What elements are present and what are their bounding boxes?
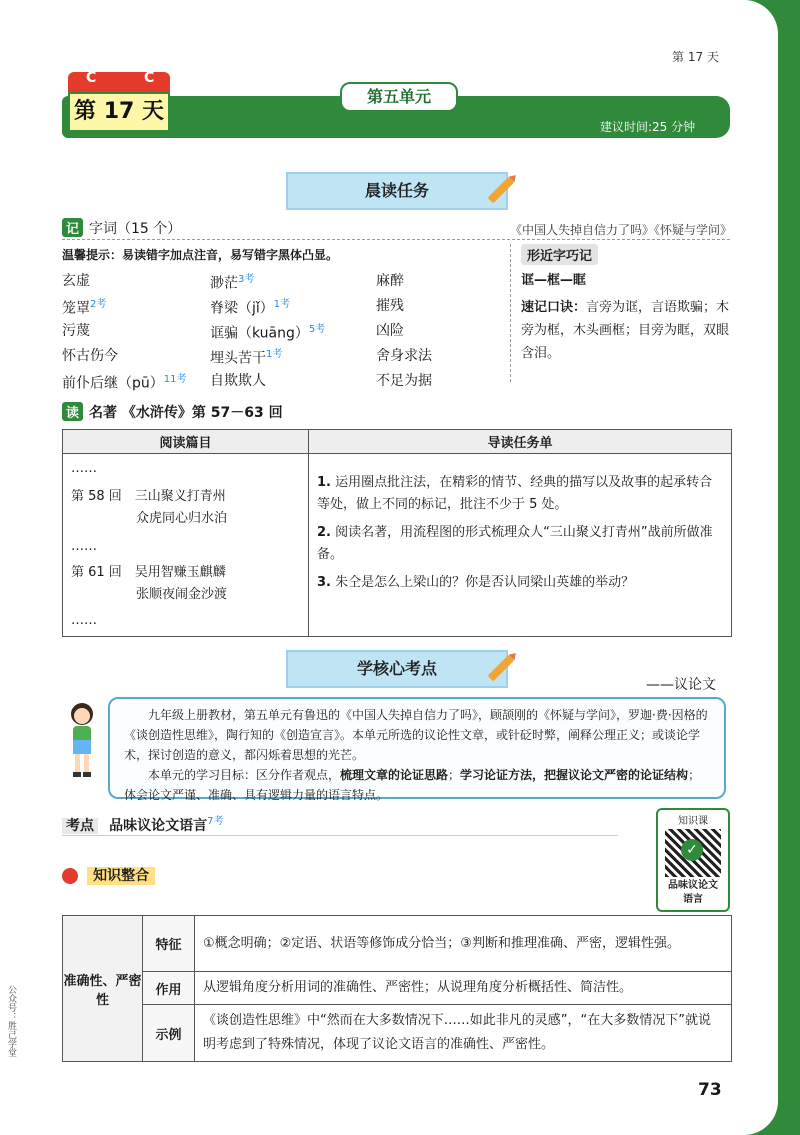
guide-item: 1. 运用圈点批注法，在精彩的情节、经典的描写以及故事的起承转合等处，做上不同的标记，批注不少于 5 处。	[317, 475, 713, 512]
calendar-ring-left: C	[86, 70, 97, 86]
divider	[62, 239, 730, 240]
du-badge: 读	[62, 402, 83, 421]
vocab-word: 脊梁（jǐ）$^{1考}$	[210, 299, 291, 317]
row-label: 特征	[143, 916, 195, 972]
qr-top-label: 知识课	[678, 816, 708, 827]
qr-card[interactable]	[656, 808, 730, 912]
warm-tip: 温馨提示：易读错字加点注音，易写错字黑体凸显。	[62, 248, 339, 262]
vocab-word: 诓骗（kuāng）$^{5考}$	[210, 324, 326, 342]
divider	[62, 835, 618, 836]
row-label: 作用	[143, 972, 195, 1005]
guide-list	[309, 454, 732, 637]
vocab-header	[62, 218, 732, 238]
vocab-word: 怀古伤今	[62, 348, 118, 364]
ji-badge: 记	[62, 218, 83, 237]
summary-table	[62, 915, 732, 1062]
similar-char-tip	[510, 244, 732, 382]
chapter-line: 众虎同心归水泊	[71, 511, 228, 526]
reading-title: 名著 《水浒传》第 57－63 回	[89, 405, 283, 421]
qr-code-icon	[665, 829, 721, 877]
chapter-line: ……	[71, 613, 97, 628]
girl-avatar-icon	[64, 700, 100, 780]
vocab-word: 摧残	[376, 298, 404, 314]
calendar-ring-right: C	[144, 70, 155, 86]
vocab-word: 前仆后继（pū）$^{11考}$	[62, 374, 187, 392]
suggested-time: 建议时间:25 分钟	[600, 120, 696, 134]
vocab-word: 自欺欺人	[210, 373, 266, 389]
vocab-word: 埋头苦干$^{1考}$	[210, 349, 283, 367]
tip-title: 形近字巧记	[521, 244, 598, 265]
guide-item: 3. 朱仝是怎么上梁山的？你是否认同梁山英雄的举动？	[317, 575, 635, 590]
guide-item: 2. 阅读名著，用流程图的形式梳理众人“三山聚义打青州”战前所做准备。	[317, 525, 713, 562]
genre-label: ——议论文	[646, 677, 716, 693]
tip-chars: 诓—框—眶	[521, 273, 587, 288]
vocab-word: 舍身求法	[376, 348, 432, 364]
intro-bubble	[108, 697, 726, 802]
qr-label: 品味议论文语言	[668, 880, 718, 905]
running-header: 第 17 天	[672, 50, 719, 64]
reading-table	[62, 429, 732, 637]
kaodian-header	[62, 812, 223, 835]
morning-task-banner: 晨读任务	[286, 172, 508, 210]
chapter-line: ……	[71, 461, 97, 476]
goal-para: 本单元的学习目标：区分作者观点，梳理文章的论证思路；学习论证方法，把握议论文严密的论证结构；体会论文严谨、准确、具有逻辑力量的语言特点。	[124, 768, 701, 802]
vocab-word: 玄虚	[62, 273, 90, 289]
day-badge: 第 17 天	[68, 92, 170, 132]
chapter-list	[63, 454, 309, 637]
chapter-line: 第 61 回 吴用智赚玉麒麟	[71, 565, 226, 580]
vocab-word: 笼罩$^{2考}$	[62, 299, 107, 317]
intro-para: 九年级上册教材，第五单元有鲁迅的《中国人失掉自信力了吗》，顾颉刚的《怀疑与学问》，罗迦·费·因格的《谈创造性思维》，陶行知的《创造宣言》。本单元所选的议论性文章，或针砭时弊，阐释公理正义；或谈论学术，探讨创造的意义，都闪烁着思想的光芒。	[124, 708, 708, 762]
knowledge-title: 知识整合	[87, 867, 155, 885]
kaodian-count: 7考	[207, 816, 224, 827]
vocab-word: 凶险	[376, 323, 404, 339]
chapter-line: 张顺夜闹金沙渡	[71, 587, 228, 602]
kaodian-badge: 考点	[62, 818, 98, 834]
row-label: 示例	[143, 1005, 195, 1062]
chapter-line: 第 58 回 三山聚义打青州	[71, 489, 226, 504]
chapter-line: ……	[71, 539, 97, 554]
table-header: 导读任务单	[309, 430, 732, 454]
vocab-word: 不足为据	[376, 373, 432, 389]
calendar-rings	[68, 72, 170, 92]
reading-header	[62, 402, 283, 422]
category-cell: 准确性、严密性	[63, 916, 143, 1062]
row-text: ①概念明确；②定语、状语等修饰成分恰当；③判断和推理准确、严密，逻辑性强。	[195, 916, 732, 972]
vocab-title: 字词（15 个）	[89, 221, 182, 237]
tip-mnemonic: 速记口诀：言旁为诓，言语欺骗；木旁为框，木头画框；目旁为眶，双眼含泪。	[521, 300, 730, 361]
unit-title: 第五单元	[340, 82, 458, 112]
vocab-source: 《中国人失掉自信力了吗》《怀疑与学问》	[509, 223, 732, 237]
knowledge-header	[62, 865, 155, 885]
book-icon	[62, 868, 78, 884]
core-banner: 学核心考点	[286, 650, 508, 688]
page-number: 73	[698, 1080, 722, 1100]
check-icon: ✓	[681, 839, 703, 861]
vocab-word: 渺茫$^{3考}$	[210, 274, 255, 292]
row-text: 从逻辑角度分析用词的准确性、严密性；从说理角度分析概括性、简洁性。	[195, 972, 732, 1005]
calendar-badge	[68, 72, 170, 132]
row-text: 《谈创造性思维》中“然而在大多数情况下……如此非凡的灵感”，“在大多数情况下”就说明考虑到了特殊情况，体现了议论文语言的准确性、严密性。	[195, 1005, 732, 1062]
kaodian-title: 品味议论文语言	[109, 818, 208, 835]
table-header: 阅读篇目	[63, 430, 309, 454]
vocab-word: 麻醉	[376, 273, 404, 289]
vocab-word: 污蔑	[62, 323, 90, 339]
side-note: 公众号：胜己学堂	[6, 985, 16, 1057]
